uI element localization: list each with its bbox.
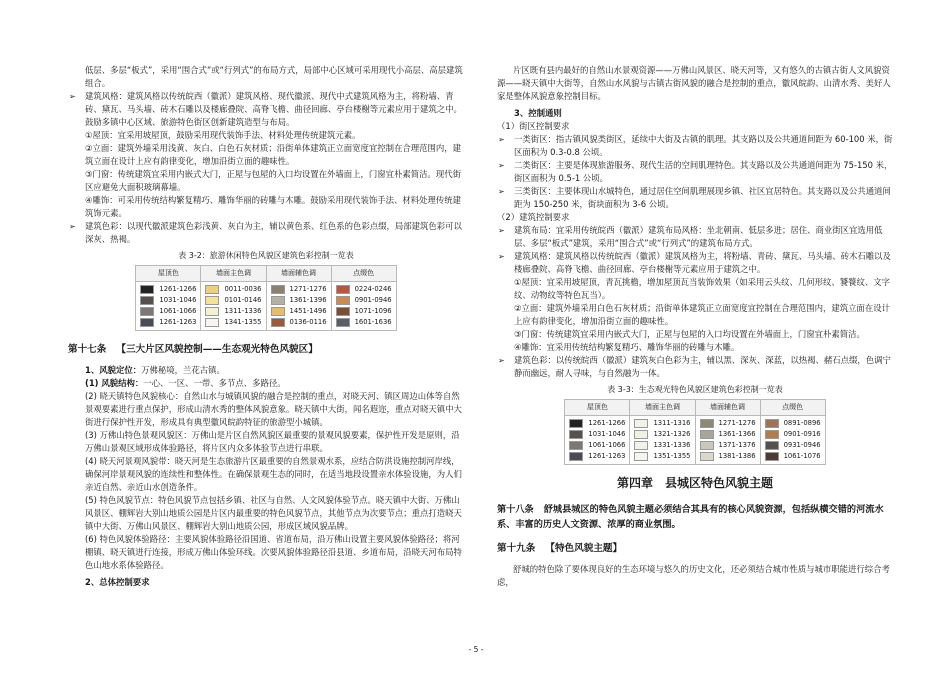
color-swatch-item <box>140 295 196 306</box>
sub-item-roof: ①屋顶：宜采用坡屋顶，青瓦挑檐，增加屋顶瓦当装饰效果（如采用云头纹、几何形纹、饕餮纹、文字纹、动物纹等特色瓦当）。 <box>514 277 891 300</box>
color-chip <box>765 430 779 439</box>
color-swatch-item <box>700 418 756 429</box>
bullet-arrow-icon: ➢ <box>69 92 76 101</box>
right-column <box>497 64 893 589</box>
section-heading: 2、总体控制要求 <box>85 577 150 587</box>
column-header: 点缀色 <box>331 266 396 282</box>
sub-item-doors: ③门窗：传统建筑宜采用内嵌式大门，正屋与包屋的入口均设置在外墙面上，门窗宜朴素简洁。现代街区应避免大面积玻璃幕墙。 <box>85 169 462 192</box>
color-code: 1061-1076 <box>783 452 821 460</box>
color-code: 1261-1266 <box>159 285 197 293</box>
color-code: 1031-1046 <box>159 296 197 304</box>
color-swatch-item <box>140 317 196 328</box>
color-code: 1341-1355 <box>224 318 262 326</box>
color-table <box>135 265 396 331</box>
color-chip <box>569 419 583 428</box>
bullet-arrow-icon: ➢ <box>69 222 76 231</box>
color-code: 0101-0146 <box>224 296 262 304</box>
color-swatch-item <box>271 284 327 295</box>
table-cell <box>201 282 266 331</box>
column-header: 墙面辅色调 <box>695 400 760 416</box>
sub-item-facade: ②立面：建筑外墙采用白色石灰材质；沿街单体建筑正立面宽度宜控制在合理范围内，建筑立面在设计上应有韵律变化，增加沿街立面的趣味性。 <box>514 303 891 326</box>
color-chip <box>634 419 648 428</box>
bullet-arrow-icon: ➢ <box>498 161 505 170</box>
color-swatch-item <box>271 317 327 328</box>
color-swatch-item <box>765 418 821 429</box>
color-code: 1261-1263 <box>588 452 626 460</box>
color-chip <box>634 430 648 439</box>
paragraph: 片区既有县内最好的自然山水景观资源——万佛山风景区、晓天河等，又有悠久的古镇古街人文风貌资源——晓天镇中大街等，自然山水风貌与古镇古街风貌的融合是控制的重点，徽风皖韵、山清水秀、美好人家是整体风貌意象控制目标。 <box>497 65 891 101</box>
color-code: 1601-1636 <box>354 318 392 326</box>
left-column <box>68 64 464 589</box>
color-code: 1061-1066 <box>159 307 197 315</box>
color-code: 0901-0916 <box>783 430 821 438</box>
color-code: 1271-1276 <box>718 419 756 427</box>
color-code: 1361-1366 <box>718 430 756 438</box>
sub-item-roof: ①屋顶：宜采用坡屋顶，鼓励采用现代装饰手法、材料处理传统建筑元素。 <box>85 130 361 140</box>
color-code: 1261-1266 <box>588 419 626 427</box>
chapter-title: 第四章 县城区特色风貌主题 <box>616 476 773 490</box>
color-swatch-item <box>336 284 392 295</box>
color-code: 1031-1046 <box>588 430 626 438</box>
bullet-arrow-icon: ➢ <box>498 252 505 261</box>
bullet-item: ➢ 建筑色彩：以传统皖西（徽派）建筑灰白色彩为主，辅以黑、深灰、深蓝，以热褐、赭石点缀，色调宁静而幽远，耐人寻味，与自然融为一体。 <box>498 355 891 378</box>
color-chip <box>205 318 219 327</box>
color-chip <box>336 307 350 316</box>
color-code: 0901-0946 <box>354 296 392 304</box>
color-swatch-item <box>634 429 690 440</box>
color-code: 0224-0246 <box>354 285 392 293</box>
color-chip <box>569 430 583 439</box>
color-chip <box>140 285 154 294</box>
table-cell <box>760 416 825 465</box>
color-chip <box>634 441 648 450</box>
sub-item-doors: ③门窗：传统建筑宜采用内嵌式大门，正屋与包屋的入口均设置在外墙面上，门窗宜朴素简洁。 <box>514 329 865 339</box>
color-code: 0891-0896 <box>783 419 821 427</box>
bullet-item-style: ➢ 建筑风格：建筑风格以传统皖西（徽派）建筑风格、现代徽派、现代中式建筑风格为主，将粉墙、青砖、黛瓦、马头墙、砖木石雕以及楼廊叠院、高脊飞檐、曲径回廊、亭台楼榭等元素应用于建筑之中。鼓励多镇中心区域、旅游特色街区创新建筑造型与布局。 <box>69 91 462 127</box>
color-chip <box>205 296 219 305</box>
list-item: (5) 特色风貌节点：特色风貌节点包括乡镇、社区与自然、人文风貌体验节点。晓天镇中大街、万佛山风景区、棚辉岩大别山地质公园是片区内最重要的特色风貌节点，其他节点为次要节点；重点打造晓天镇中大街、万佛山风景区、棚辉岩大别山地质公园，形成区域风貌品牌。 <box>85 495 462 531</box>
bullet-arrow-icon: ➢ <box>498 135 505 144</box>
color-swatch-item <box>765 440 821 451</box>
color-swatch-item <box>271 295 327 306</box>
color-code: 1311-1316 <box>653 419 691 427</box>
color-chip <box>271 307 285 316</box>
color-code: 1451-1496 <box>289 307 327 315</box>
color-swatch-item <box>634 451 690 462</box>
table-cell <box>695 416 760 465</box>
list-item: (6) 特色风貌体验路径：主要风貌体验路径沿国道、省道布局，沿万佛山设置主要风貌体验路径；将河棚镇、晓天镇进行连接，形成万佛山体验环线。次要风貌体验路径沿县道、乡道布局，沿晓天河布局特色山地水系体验路径。 <box>85 534 462 570</box>
color-chip <box>569 452 583 461</box>
color-swatch-item <box>271 306 327 317</box>
column-header: 点缀色 <box>760 400 825 416</box>
color-code: 0011-0036 <box>224 285 262 293</box>
article-18 <box>497 502 893 532</box>
table-caption: 表 3-3：生态观光特色风貌区建筑色彩控制一览表 <box>607 385 783 394</box>
color-swatch-item <box>205 295 261 306</box>
bullet-arrow-icon: ➢ <box>498 226 505 235</box>
color-chip <box>336 318 350 327</box>
color-chip <box>700 430 714 439</box>
color-swatch-item <box>205 284 261 295</box>
list-item: (2) 晓天镇特色风貌核心：自然山水与城镇风貌的融合是控制的重点，对晓天河、镇区周边山体等自然景观要素进行重点保护，形成山清水秀的整体风貌意象。晓天镇中大街，闻名遐迩，重点对晓天镇中大街进行保护性开发，形成具有典型徽风皖韵特征的旅游型小城镇。 <box>85 391 462 427</box>
color-code: 1061-1066 <box>588 441 626 449</box>
positioning-line: 1、风貌定位：万佛秘境，兰花古镇。 <box>85 365 225 375</box>
subsection-heading: （1）街区控制要求 <box>497 121 570 131</box>
color-swatch-item <box>336 317 392 328</box>
section-heading: 3、控制通则 <box>514 108 562 118</box>
column-header: 屋顶色 <box>565 400 630 416</box>
color-code: 1321-1326 <box>653 430 691 438</box>
color-swatch-item <box>336 306 392 317</box>
color-swatch-item <box>765 429 821 440</box>
color-swatch-item <box>700 451 756 462</box>
table-cell <box>266 282 331 331</box>
article-number: 第十七条 <box>68 344 107 355</box>
table-cell <box>136 282 201 331</box>
color-swatch-item <box>700 440 756 451</box>
bullet-item: ➢ 建筑布局：宜采用传统皖西（徽派）建筑布局风格：坐北朝南、低层多进；居住、商业街区宜选用低层、多层“板式”建筑，采用“围合式”或“行列式”的建筑布局方式。 <box>498 225 883 248</box>
color-chip <box>140 296 154 305</box>
table-row <box>565 416 825 465</box>
color-code: 1271-1276 <box>289 285 327 293</box>
color-swatch-item <box>140 306 196 317</box>
color-swatch-item <box>336 295 392 306</box>
color-chip <box>140 307 154 316</box>
color-code: 0931-0946 <box>783 441 821 449</box>
sub-item-carving: ④雕饰：可采用传统结构繁复精巧、雕饰华丽的砖雕与木雕。鼓励采用现代装饰手法、材料处理传统建筑饰元素。 <box>85 195 462 218</box>
paragraph: 低层、多层“板式”，采用“围合式”或“行列式”的布局方式，局部中心区域可采用现代小高层、高层建筑组合。 <box>85 65 463 88</box>
color-chip <box>765 441 779 450</box>
color-chip <box>140 318 154 327</box>
color-swatch-item <box>700 429 756 440</box>
color-chip <box>634 452 648 461</box>
table-cell <box>565 416 630 465</box>
color-swatch-item <box>634 418 690 429</box>
table-caption: 表 3-2：旅游休闲特色风貌区建筑色彩控制一览表 <box>178 251 354 260</box>
color-code: 1361-1396 <box>289 296 327 304</box>
article-number: 第十九条 <box>497 543 536 554</box>
color-chip <box>700 419 714 428</box>
color-chip <box>271 318 285 327</box>
bullet-arrow-icon: ➢ <box>498 356 505 365</box>
color-code: 1381-1386 <box>718 452 756 460</box>
color-chip <box>336 285 350 294</box>
article-title: 【三大片区风貌控制——生态观光特色风貌区】 <box>116 344 318 355</box>
color-table <box>564 399 825 465</box>
list-item: (3) 万佛山特色景观风貌区：万佛山是片区自然风貌区最重要的景观风貌要素，保护性开发是原则，沿万佛山景观区域形成体验路径，将片区内众多体验节点进行串联。 <box>85 430 460 453</box>
color-swatch-item <box>569 451 625 462</box>
color-chip <box>205 307 219 316</box>
color-code: 1311-1336 <box>224 307 262 315</box>
article-17-heading <box>68 343 464 356</box>
bullet-item: ➢ 一类街区：指古镇风貌类街区，延续中大街及古镇的肌理。其支路以及公共通道间距为 60-100 米，街区面积为 0.3-0.8 公顷。 <box>498 134 893 157</box>
table-cell <box>630 416 695 465</box>
article-text: 舒城县城区的特色风貌主题必须结合其具有的核心风貌资源，包括纵横交错的河流水系、丰富的历史人文资源、浓厚的商业氛围。 <box>497 504 884 530</box>
article-number: 第十八条 <box>497 504 534 515</box>
column-header: 墙面主色调 <box>201 266 266 282</box>
color-chip <box>765 452 779 461</box>
color-code: 1371-1376 <box>718 441 756 449</box>
color-chip <box>765 419 779 428</box>
page-number: - 5 - <box>468 645 484 654</box>
color-chip <box>700 441 714 450</box>
table-row <box>136 282 396 331</box>
column-header: 屋顶色 <box>136 266 201 282</box>
article-19-heading <box>497 542 893 555</box>
color-swatch-item <box>634 440 690 451</box>
color-code: 1351-1355 <box>653 452 691 460</box>
color-swatch-item <box>765 451 821 462</box>
color-chip <box>569 441 583 450</box>
color-chip <box>700 452 714 461</box>
column-header: 墙面主色调 <box>630 400 695 416</box>
color-code: 1071-1096 <box>354 307 392 315</box>
article-title: 【特色风貌主题】 <box>545 543 623 554</box>
color-chip <box>205 285 219 294</box>
color-swatch-item <box>205 317 261 328</box>
sub-item-carving: ④雕饰：宜采用传统结构繁复精巧、雕饰华丽的砖雕与木雕。 <box>514 342 740 352</box>
color-code: 0136-0116 <box>289 318 327 326</box>
color-code: 1331-1336 <box>653 441 691 449</box>
color-chip <box>271 296 285 305</box>
subsection-heading: （2）建筑控制要求 <box>497 212 570 222</box>
bullet-item: ➢ 二类街区：主要是体现旅游服务、现代生活的空间肌理特色。其支路以及公共通道间距为 75-150 米，街区面积为 0.5-1 公顷。 <box>498 160 893 183</box>
bullet-arrow-icon: ➢ <box>498 187 505 196</box>
color-chip <box>271 285 285 294</box>
table-cell <box>331 282 396 331</box>
bullet-item-color: ➢ 建筑色彩：以现代徽派建筑色彩浅黄、灰白为主，辅以黄色系、红色系的色彩点缀，局部建筑色彩可以深灰、热褐。 <box>69 221 462 244</box>
color-code: 1261-1263 <box>159 318 197 326</box>
color-swatch-item <box>205 306 261 317</box>
paragraph: 舒城的特色除了要体现良好的生态环境与悠久的历史文化，还必须结合城市性质与城市职能进行综合考虑， <box>497 564 890 587</box>
color-swatch-item <box>569 429 625 440</box>
color-chip <box>336 296 350 305</box>
color-swatch-item <box>569 418 625 429</box>
bullet-item: ➢ 三类街区：主要体现山水城特色，通过居住空间肌理展现乡镇、社区宜居特色。其支路以及公共通道间距为 150-250 米，街块面积为 3-6 公顷。 <box>498 186 891 209</box>
bullet-item: ➢ 建筑风格：建筑风格以传统皖西（徽派）建筑风格为主，将粉墙、青砖、黛瓦、马头墙、砖木石雕以及楼廊叠院、高脊飞檐、曲径回廊、亭台楼榭等元素应用于建筑之中。 <box>498 251 891 274</box>
sub-item-facade: ②立面：建筑外墙采用浅黄、灰白、白色石灰材质；沿街单体建筑正立面宽度宜控制在合理范围内，建筑立面在设计上应有韵律变化，增加沿街立面的趣味性。 <box>85 143 462 166</box>
color-swatch-item <box>569 440 625 451</box>
structure-line: (1) 风貌结构：一心、一区、一带、多节点、多路径。 <box>85 378 286 388</box>
column-header: 墙面辅色调 <box>266 266 331 282</box>
list-item: (4) 晓天河景观风貌带：晓天河是生态旅游片区最重要的自然景观水系，应结合防洪设施控制河岸线，确保河岸景观风貌的连续性和整体性。在确保景观生态的同时，在适当地段设置亲水体验设施，为人们亲近自然、亲近山水创造条件。 <box>85 456 462 492</box>
color-swatch-item <box>140 284 196 295</box>
